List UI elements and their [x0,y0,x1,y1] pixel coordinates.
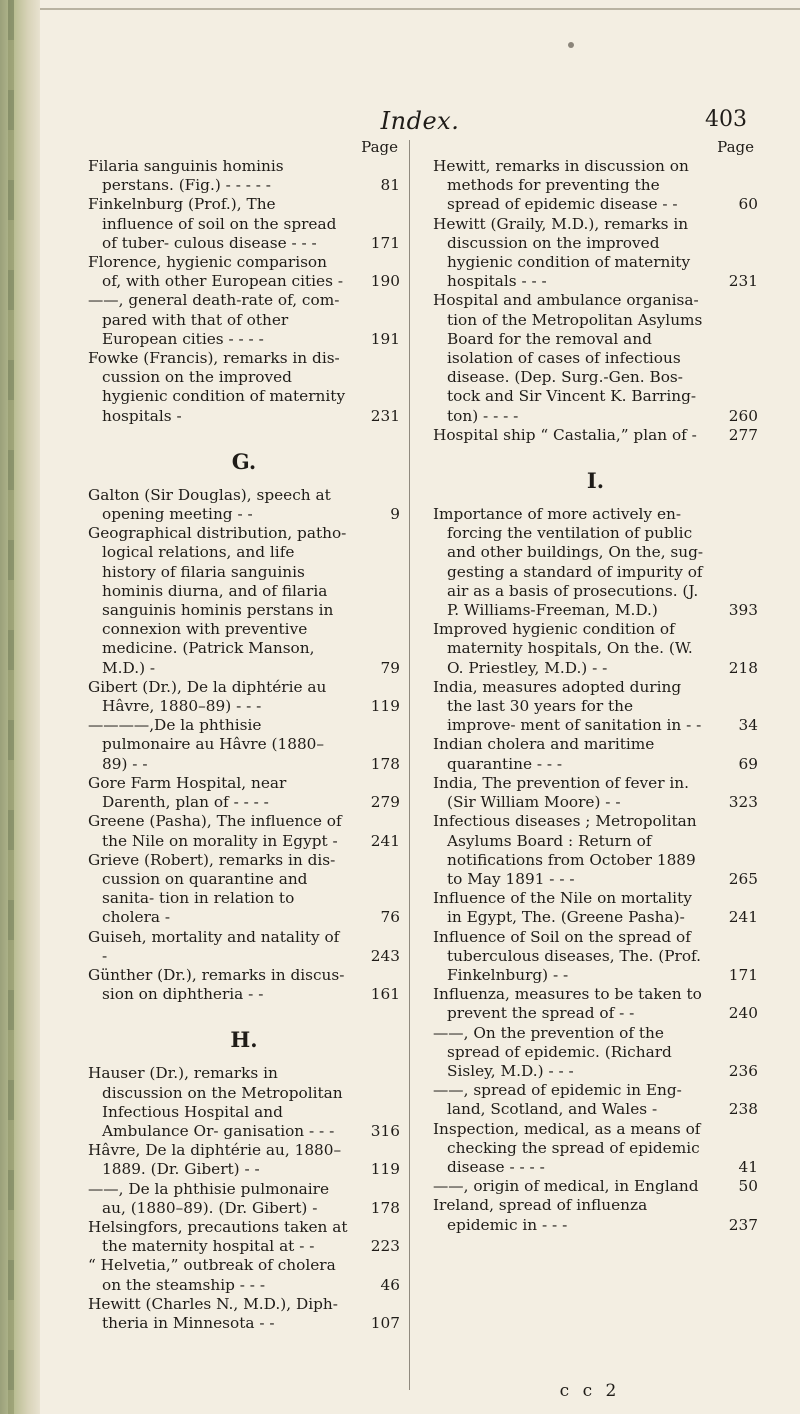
index-entry [433,620,758,678]
entry-page-number: 265 [728,869,758,888]
entry-page-number: 76 [380,908,400,927]
index-entry [433,215,758,292]
index-entry [88,1141,400,1179]
entry-page-number: 60 [738,195,758,214]
entry-text: Finkelnburg (Prof.), The influence of soil on the spread of tuber- culous disease - - - [88,195,337,252]
index-entry [433,774,758,812]
entry-page-number: 260 [728,406,758,425]
entry-text: Importance of more actively en- forcing the ventilation of public and other buildings, On the, sug- gesting a standard of impurity of air as a basis of prosecutions. (J. P. Williams-Freeman, M.D.) [433,505,704,620]
entry-page-number: 237 [728,1215,758,1234]
entry-text: Fowke (Francis), remarks in dis- cussion on the improved hygienic condition of maternity hospitals - [88,349,346,425]
section-letter: I. [586,468,605,494]
section-letter: G. [231,448,257,474]
entry-text: Infectious diseases ; Metropolitan Asylums Board : Return of notifications from October 1889 to May 1891 - - - [433,812,697,888]
entry-text: Gibert (Dr.), De la diphtérie au Hâvre, 1880–89) - - - [88,677,327,716]
page-column-label: Page [717,138,754,156]
index-entry [88,524,400,678]
signature-mark: c c 2 [559,1381,621,1401]
index-entry [88,349,400,426]
entry-text: Hewitt, remarks in discussion on methods for preventing the spread of epidemic disease - - [433,157,689,214]
entry-text: Influence of the Nile on mortality in Egypt, The. (Greene Pasha)- [433,889,692,927]
index-entry [88,812,400,850]
entry-page-number: 231 [728,272,758,291]
entry-page-number: 9 [390,505,400,524]
entry-page-number: 161 [370,985,400,1004]
entry-page-number: 241 [728,908,758,927]
index-entry [433,1196,758,1234]
entry-page-number: 79 [380,658,400,677]
index-entry [433,1081,758,1119]
section-letter: H. [230,1027,258,1053]
entry-page-number: 243 [370,946,400,965]
index-page [40,0,800,1414]
entry-text: ——, De la phthisie pulmonaire au, (1880–89). (Dr. Gibert) - [88,1179,330,1217]
entry-text: Geographical distribution, patho- logical relations, and life history of filaria sanguinis hominis diurna, and of filaria sanguinis hominis perstans in connexion with preventive medicine. (Patrick Manson, M.D.) - [88,524,347,677]
entry-page-number: 393 [728,601,758,620]
index-entry [88,1218,400,1256]
index-entry [88,716,400,774]
entry-page-number: 41 [738,1157,758,1176]
left-index-column [88,137,400,1333]
entry-page-number: 178 [370,754,400,773]
entry-text: Florence, hygienic comparison of, with other European cities - [88,253,343,291]
entry-text: ——, origin of medical, in England [433,1177,699,1196]
page-top-edge [40,4,800,10]
entry-text: Guiseh, mortality and natality of - [88,927,340,965]
entry-page-number: 240 [728,1004,758,1023]
book-binding-edge [0,0,40,1414]
index-entry [433,735,758,773]
entry-page-number: 69 [738,754,758,773]
page-column-label: Page [361,138,398,156]
entry-text: “ Helvetia,” outbreak of cholera on the steamship - - - [88,1256,336,1294]
entry-text: ——, spread of epidemic in Eng- land, Scotland, and Wales - [433,1081,682,1119]
index-entry [433,291,758,425]
entry-text: Influenza, measures to be taken to prevent the spread of - - [433,985,702,1023]
entry-page-number: 231 [370,406,400,425]
entry-text: Grieve (Robert), remarks in dis- cussion on quarantine and sanita- tion in relation to cholera - [88,850,336,927]
entry-text: India, The prevention of fever in. (Sir William Moore) - - [433,773,689,812]
index-entry [88,851,400,928]
entry-page-number: 236 [728,1061,758,1080]
entry-page-number: 238 [728,1100,758,1119]
entry-page-number: 171 [370,233,400,252]
entry-page-number: 223 [370,1237,400,1256]
entry-text: Hewitt (Graily, M.D.), remarks in discussion on the improved hygienic condition of maternity hospitals - - - [433,214,691,291]
entry-page-number: 46 [380,1275,400,1294]
index-entry [88,678,400,716]
entry-page-number: 190 [370,272,400,291]
index-entry [88,291,400,349]
index-entry [433,985,758,1023]
index-entry [88,157,400,195]
ink-spot [568,42,574,48]
entry-text: Hospital and ambulance organisa- tion of the Metropolitan Asylums Board for the removal and isolation of cases of infectious disease. (Dep. Surg.-Gen. Bos- tock and Sir Vincent K. Barring- ton) - - - - [433,291,703,425]
entry-text: Greene (Pasha), The influence of the Nile on morality in Egypt - [88,812,342,850]
entry-text: Helsingfors, precautions taken at the maternity hospital at - - [88,1217,348,1256]
entry-text: India, measures adopted during the last 30 years for the improve- ment of sanitation in - - [433,677,702,735]
entry-page-number: 218 [728,658,758,677]
entry-page-number: 34 [738,716,758,735]
entry-text: ————,De la phthisie pulmonaire au Hâvre (1880–89) - - [88,716,325,773]
entry-page-number: 107 [370,1313,400,1332]
entry-text: Hospital ship “ Castalia,” plan of - [433,425,697,444]
index-entry [433,157,758,215]
index-entry [433,889,758,927]
entry-text: Ireland, spread of influenza epidemic in - - - [433,1196,648,1234]
index-entry [88,928,400,966]
entry-page-number: 50 [738,1177,758,1196]
index-entry [433,426,758,445]
entry-text: Indian cholera and maritime quarantine - - - [433,735,655,773]
index-entry [88,774,400,812]
entry-text: Improved hygienic condition of maternity hospitals, On the. (W. O. Priestley, M.D.) - - [433,620,693,677]
entry-page-number: 81 [380,176,400,195]
entry-text: Influence of Soil on the spread of tuberculous diseases, The. (Prof. Finkelnburg) - - [433,927,702,984]
entry-text: Filaria sanguinis hominis perstans. (Fig.) - - - - - [88,157,284,195]
entry-page-number: 277 [728,425,758,444]
entry-text: Hauser (Dr.), remarks in discussion on the Metropolitan Infectious Hospital and Ambulance Or- ganisation - - - [88,1064,343,1140]
entry-text: Galton (Sir Douglas), speech at opening meeting - - [88,485,331,524]
index-entry [88,1295,400,1333]
index-entry [88,1180,400,1218]
entry-page-number: 241 [370,831,400,850]
entry-page-number: 323 [728,793,758,812]
right-index-column [433,137,758,1235]
index-entry [88,486,400,524]
entry-text: ——, On the prevention of the spread of epidemic. (Richard Sisley, M.D.) - - - [433,1023,672,1080]
index-entry [433,1024,758,1082]
entry-text: Hewitt (Charles N., M.D.), Diph- theria in Minnesota - - [88,1294,338,1332]
page-title: Index. [380,107,460,135]
entry-text: Gore Farm Hospital, near Darenth, plan of - - - - [88,773,287,812]
entry-page-number: 119 [370,1160,400,1179]
index-entry [433,1120,758,1178]
entry-page-number: 178 [370,1198,400,1217]
entry-page-number: 171 [728,965,758,984]
index-entry [433,678,758,736]
index-entry [88,195,400,253]
entry-page-number: 119 [370,697,400,716]
index-entry [88,966,400,1004]
index-entry [88,1064,400,1141]
index-entry [433,812,758,889]
entry-text: ——, general death-rate of, com- pared with that of other European cities - - - - [88,291,340,348]
entry-text: Hâvre, De la diphtérie au, 1880– 1889. (Dr. Gibert) - - [88,1141,342,1179]
index-entry [88,253,400,291]
column-divider [409,140,410,1390]
index-entry [433,928,758,986]
entry-page-number: 191 [370,329,400,348]
index-entry [433,505,758,620]
entry-text: Inspection, medical, as a means of checking the spread of epidemic disease - - - - [433,1119,701,1176]
entry-page-number: 316 [370,1121,400,1140]
index-entry [88,1256,400,1294]
page-number: 403 [705,107,747,132]
index-entry [433,1177,758,1196]
entry-page-number: 279 [370,793,400,812]
entry-text: Günther (Dr.), remarks in discus- sion on diphtheria - - [88,965,345,1004]
